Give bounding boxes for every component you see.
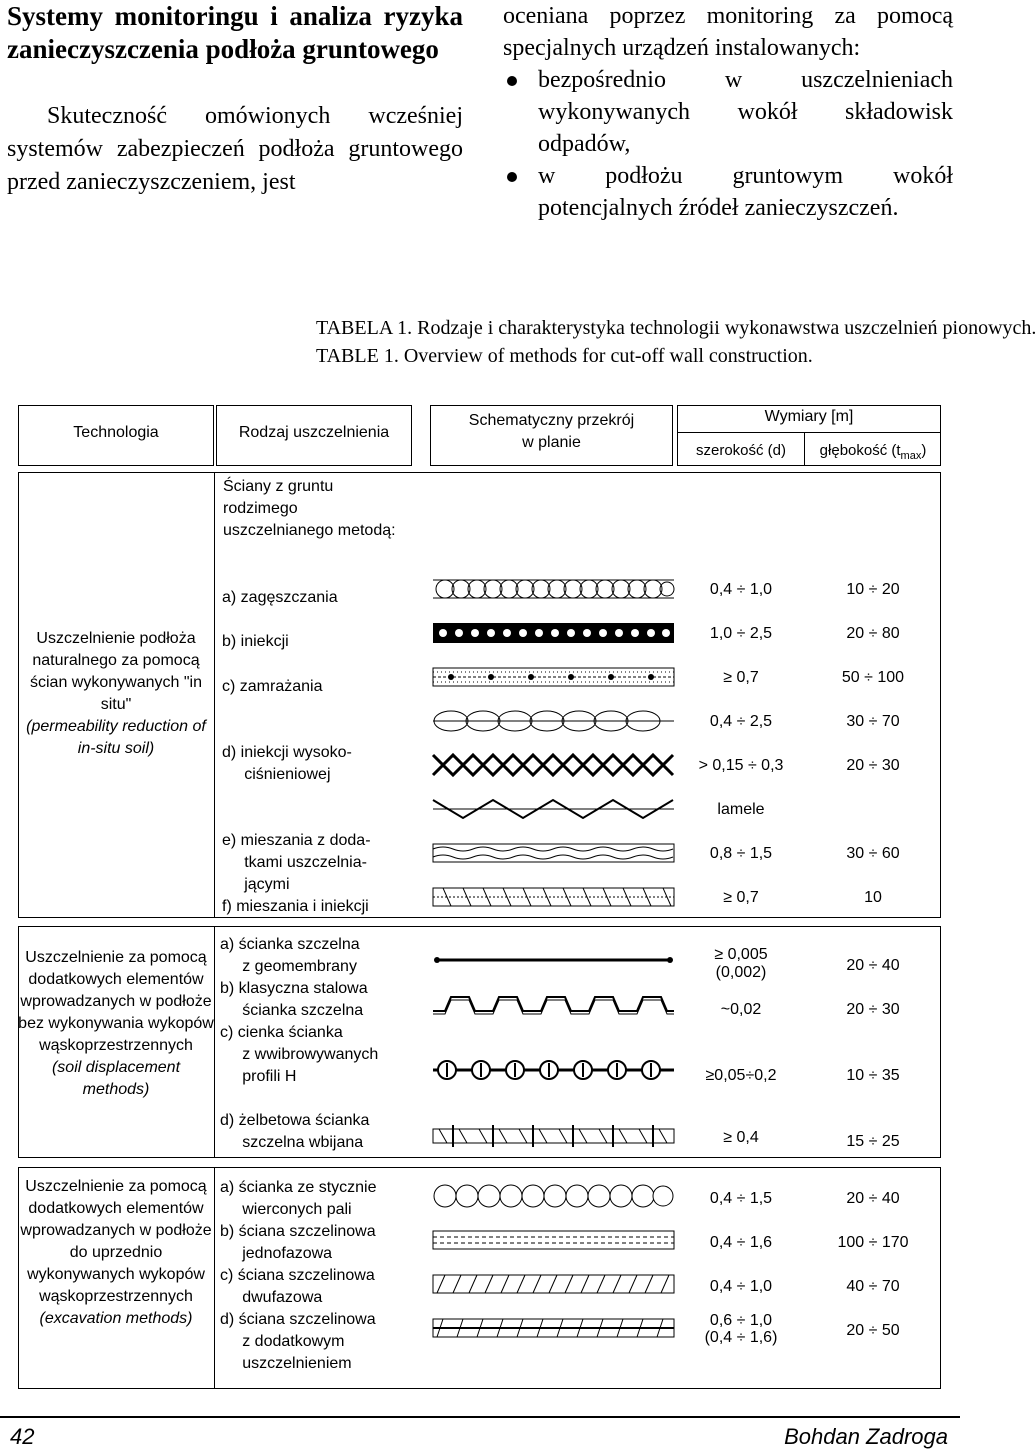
group1-technology [18,628,214,760]
type-f: f) mieszania i iniekcji [222,898,369,915]
depth-value: 15 ÷ 25 [846,1133,900,1150]
table-rule [18,472,941,473]
pattern-slurry-single [433,1227,674,1253]
table-rule [18,1167,941,1168]
depth-value: 30 ÷ 70 [846,713,900,730]
width-value: 0,4 ÷ 1,6 [709,1234,773,1251]
width-value: 0,4 ÷ 1,0 [709,1278,773,1295]
pattern-lamellae [433,796,674,822]
depth-value: 10 ÷ 35 [846,1067,900,1084]
depth-value: 100 ÷ 170 [837,1234,909,1251]
pattern-geomembrane [433,947,674,973]
pattern-injection [433,620,674,646]
width-value: ≥ 0,4 [723,1129,759,1146]
width-value: 1,0 ÷ 2,5 [709,625,773,642]
pattern-mixing-injection [433,884,674,910]
table-rule [18,1388,941,1389]
pattern-h-profile [433,1057,674,1083]
table-caption [316,314,1036,370]
type-a: a) zagęszczania [222,589,338,606]
depth-value: 20 ÷ 80 [846,625,900,642]
table-rule [18,926,941,927]
width-value: 0,8 ÷ 1,5 [709,845,773,862]
bullet-item: bezpośrednio w uszczelnieniach wykonywanych wokół składowisk odpadów, [503,64,953,160]
pattern-rc-pile [433,1123,674,1149]
group1-tech-pl: Uszczelnienie podłoża naturalnego za pomocą ścian wykonywanych "in situ" [30,630,202,713]
width-value: lamele [717,801,765,818]
type-b: b) iniekcji [222,633,289,650]
width-value: ~0,02 [720,1001,762,1018]
header-technology: Technologia [73,424,159,441]
depth-value: 20 ÷ 50 [846,1322,900,1339]
pattern-freezing [433,664,674,690]
right-intro: oceniana poprzez monitoring za pomocą specjalnych urządzeń instalowanych: [503,3,953,61]
intro-paragraph: Skuteczność omówionych wcześniej systemów zabezpieczeń podłoża gruntowego przed zanieczyszczeniem, jest [7,103,463,195]
depth-value: 50 ÷ 100 [841,669,905,686]
type-2d: d) żelbetowa ścianka szczelna wbijana [220,1112,370,1151]
group3-tech-en: (excavation methods) [39,1310,193,1327]
table-rule [18,1157,941,1158]
section-title: Systemy monitoringu i analiza ryzyka zanieczyszczenia podłoża gruntowego [7,1,463,64]
group1-tech-en: (permeability reduction of in-situ soil) [26,718,206,757]
width-value: 0,6 ÷ 1,0 (0,4 ÷ 1,6) [704,1312,778,1346]
pattern-mixing [433,840,674,866]
type-3c: c) ściana szczelinowa dwufazowa [220,1267,375,1306]
group2-tech-en: (soil displacement methods) [51,1059,181,1098]
depth-value: 20 ÷ 30 [846,757,900,774]
width-value: ≥0,05÷0,2 [705,1067,777,1084]
header-width: szerokość (d) [695,442,787,459]
type-e: e) mieszania z doda- tkami uszczelnia- jącymi [222,832,371,893]
caption-en: TABLE 1. Overview of methods for cut-off wall construction. [316,345,813,367]
footer-rule [0,1416,960,1418]
table-rule [430,465,673,466]
type-3d: d) ściana szczelinowa z dodatkowym uszczelnieniem [220,1311,376,1372]
pattern-secant-piles [433,1183,674,1209]
pattern-slurry-double [433,1271,674,1297]
pattern-compaction [433,576,674,602]
header-section: Schematyczny przekrój w planie [468,412,635,451]
type-d: d) iniekcji wysoko- ciśnieniowej [222,744,352,783]
group3-tech-pl: Uszczelnienie za pomocą dodatkowych elementów wprowadzanych w podłoże do uprzednio wykonywanych wykopów wąskoprzestrzennych [20,1178,212,1305]
bullet-item: w podłożu gruntowym wokół potencjalnych źródeł zanieczyszczeń. [503,160,953,224]
header-type: Rodzaj uszczelnienia [238,424,390,441]
type-3b: b) ściana szczelinowa jednofazowa [220,1223,376,1262]
author-name: Bohdan Zadroga [784,1424,948,1449]
table-rule [18,465,214,466]
type-2c: c) cienka ścianka z wwibrowywanych profili H [220,1024,379,1085]
bullet-list [503,64,953,224]
group2-tech-pl: Uszczelnienie za pomocą dodatkowych elementów wprowadzanych w podłoże bez wykonywania wykopów wąskoprzestrzennych [18,949,214,1054]
header-dims: Wymiary [m] [764,408,854,425]
header-depth: głębokość $(t_{max})$ [819,442,927,462]
depth-value: 10 ÷ 20 [846,581,900,598]
width-value: 0,4 ÷ 1,5 [709,1190,773,1207]
table-rule [677,432,941,433]
left-column [7,0,463,199]
caption-pl: TABELA 1. Rodzaje i charakterystyka technologii wykonawstwa uszczelnień pionowych. [316,317,1036,339]
table-rule [214,926,215,1158]
table-rule [430,405,673,406]
pattern-slurry-membrane [433,1315,674,1341]
width-value: ≥ 0,7 [723,889,759,906]
page-number: 42 [10,1424,35,1449]
type-2a: a) ścianka szczelna z geomembrany [220,936,360,975]
group3-technology [16,1176,216,1330]
width-value: 0,4 ÷ 2,5 [709,713,773,730]
width-value: 0,4 ÷ 1,0 [709,581,773,598]
type-3a: a) ścianka ze stycznie wierconych pali [220,1179,377,1218]
type-c: c) zamrażania [222,678,323,695]
pattern-high-pressure [433,752,674,778]
group1-intro: Ściany z gruntu rodzimego uszczelnianego metodą: [223,478,396,539]
depth-value: 10 [864,889,882,906]
pattern-jet-grouting [433,708,674,734]
table-rule [216,405,412,406]
group2-technology [18,947,214,1101]
table-rule [18,405,214,406]
table-rule [216,465,412,466]
depth-value: 30 ÷ 60 [846,845,900,862]
width-value: > 0,15 ÷ 0,3 [698,757,784,774]
depth-value: 40 ÷ 70 [846,1278,900,1295]
type-2b: b) klasyczna stalowa ścianka szczelna [220,980,368,1019]
depth-value: 20 ÷ 30 [846,1001,900,1018]
depth-value: 20 ÷ 40 [846,957,900,974]
width-value: ≥ 0,7 [723,669,759,686]
width-value: ≥ 0,005 (0,002) [714,946,768,981]
depth-value: 20 ÷ 40 [846,1190,900,1207]
table-rule [214,472,215,918]
right-column [503,0,953,224]
table-rule [18,917,941,918]
pattern-sheet-pile [433,991,674,1017]
